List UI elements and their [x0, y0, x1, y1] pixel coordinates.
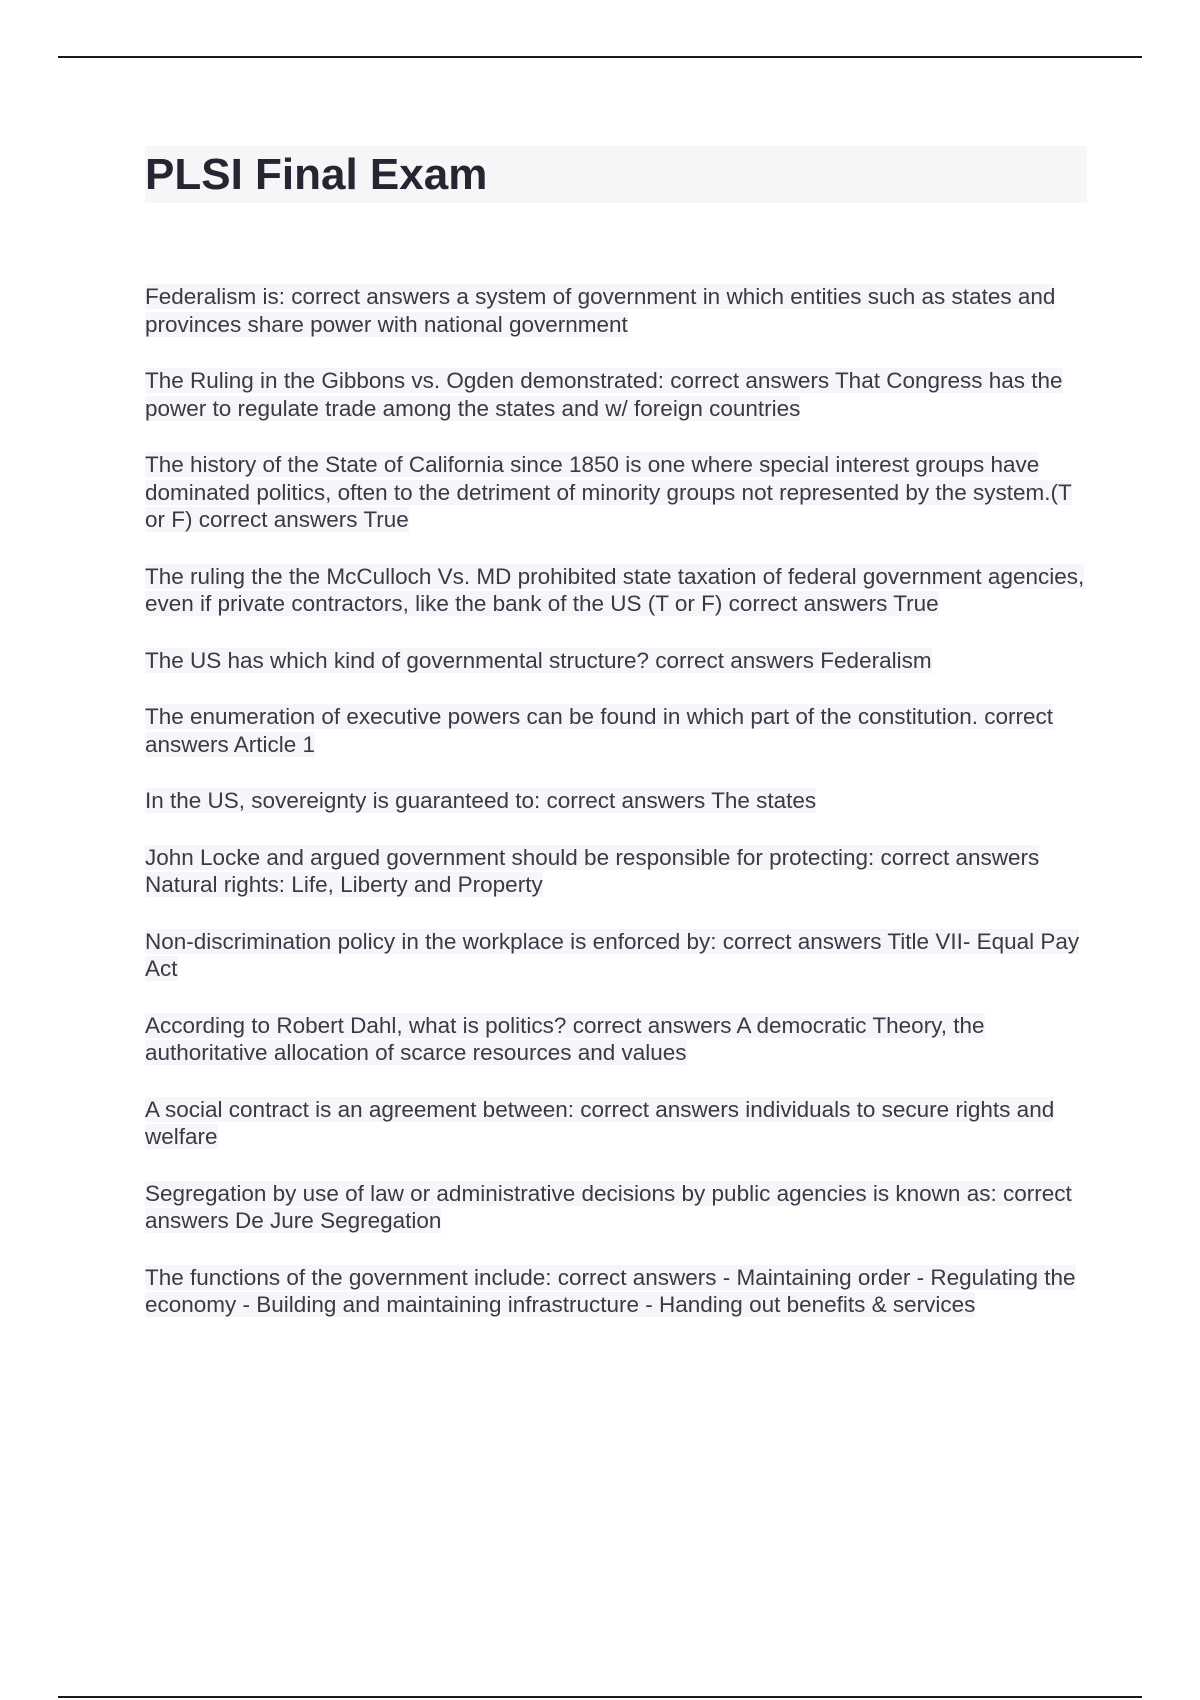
qa-item — [145, 451, 1087, 534]
qa-item — [145, 1096, 1087, 1151]
title-block — [145, 146, 1087, 203]
qa-text: The enumeration of executive powers can be found in which part of the constitution. correct answers Article 1 — [145, 704, 1054, 757]
qa-item — [145, 367, 1087, 422]
bottom-rule — [58, 1696, 1142, 1698]
qa-text: Non-discrimination policy in the workplace is enforced by: correct answers Title VII- Equal Pay Act — [145, 928, 1080, 981]
document-body — [145, 146, 1087, 1348]
qa-text: John Locke and argued government should be responsible for protecting: correct answers Natural rights: Life, Liberty and Property — [145, 844, 1040, 897]
qa-item — [145, 563, 1087, 618]
qa-item — [145, 647, 1087, 675]
qa-item — [145, 1012, 1087, 1067]
qa-item — [145, 928, 1087, 983]
qa-text: Federalism is: correct answers a system of government in which entities such as states and provinces share power with national government — [145, 284, 1056, 337]
qa-item — [145, 1264, 1087, 1319]
qa-text: The ruling the the McCulloch Vs. MD prohibited state taxation of federal government agencies, even if private contractors, like the bank of the US (T or F) correct answers True — [145, 563, 1085, 616]
qa-text: The functions of the government include: correct answers - Maintaining order - Regulating the economy - Building and maintaining infrastructure - Handing out benefits & services — [145, 1264, 1076, 1317]
qa-text: The US has which kind of governmental structure? correct answers Federalism — [145, 647, 932, 673]
qa-list — [145, 283, 1087, 1319]
qa-item — [145, 1180, 1087, 1235]
top-rule — [58, 56, 1142, 58]
qa-item — [145, 703, 1087, 758]
qa-text: The history of the State of California since 1850 is one where special interest groups have dominated politics, often to the detriment of minority groups not represented by the system.(T or F) correct answers True — [145, 452, 1072, 532]
page-title: PLSI Final Exam — [145, 149, 488, 199]
qa-text: The Ruling in the Gibbons vs. Ogden demonstrated: correct answers That Congress has the power to regulate trade among the states and w/ foreign countries — [145, 368, 1063, 421]
qa-item — [145, 844, 1087, 899]
qa-item — [145, 283, 1087, 338]
qa-text: According to Robert Dahl, what is politics? correct answers A democratic Theory, the authoritative allocation of scarce resources and values — [145, 1012, 985, 1065]
qa-text: Segregation by use of law or administrative decisions by public agencies is known as: correct answers De Jure Segregation — [145, 1180, 1072, 1233]
qa-text: In the US, sovereignty is guaranteed to: correct answers The states — [145, 788, 817, 813]
qa-text: A social contract is an agreement between: correct answers individuals to secure rights and welfare — [145, 1096, 1055, 1149]
qa-item — [145, 787, 1087, 815]
